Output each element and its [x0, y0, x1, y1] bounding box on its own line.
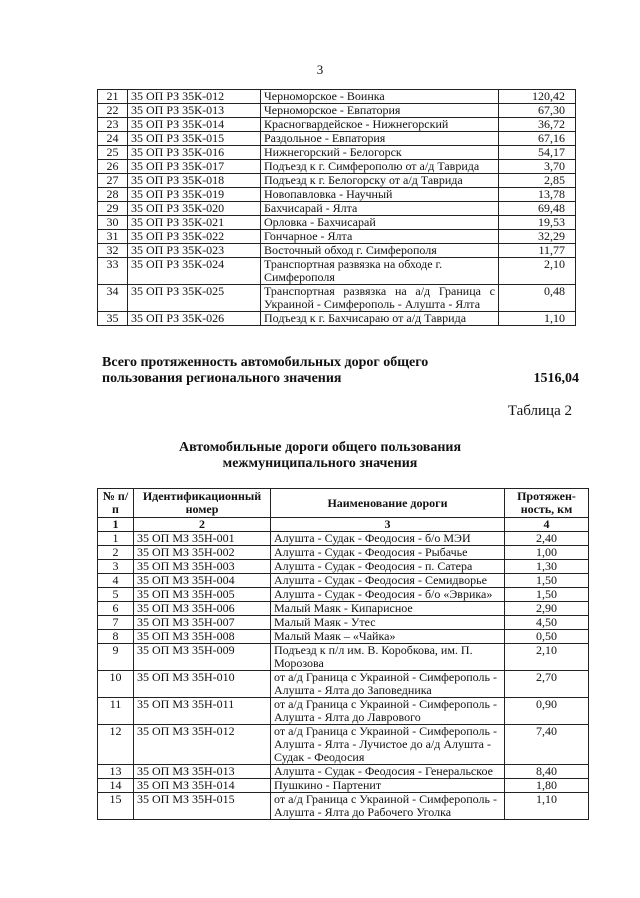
row-number: 22	[98, 104, 128, 118]
row-id: 35 ОП РЗ 35К-020	[128, 202, 261, 216]
row-id: 35 ОП МЗ 35Н-002	[134, 546, 271, 560]
row-name: Орловка - Бахчисарай	[261, 216, 499, 230]
row-name: от а/д Граница с Украиной - Симферополь - Алушта - Ялта до Лаврового	[271, 698, 505, 725]
row-number: 28	[98, 188, 128, 202]
row-length: 8,40	[505, 765, 589, 779]
row-id: 35 ОП РЗ 35К-025	[128, 285, 261, 312]
row-name: Черноморское - Евпатория	[261, 104, 499, 118]
row-number: 27	[98, 174, 128, 188]
colnum-2: 2	[134, 518, 271, 532]
row-id: 35 ОП МЗ 35Н-011	[134, 698, 271, 725]
intermunicipal-roads-table-body	[98, 532, 589, 820]
row-name: Алушта - Судак - Феодосия - Генеральское	[271, 765, 505, 779]
table-row	[98, 588, 589, 602]
row-name: Алушта - Судак - Феодосия - б/о «Эврика»	[271, 588, 505, 602]
row-name: Черноморское - Воинка	[261, 90, 499, 104]
table-row	[98, 132, 576, 146]
row-number: 32	[98, 244, 128, 258]
row-length: 1,50	[505, 588, 589, 602]
row-id: 35 ОП РЗ 35К-015	[128, 132, 261, 146]
row-name: Транспортная развязка на обходе г. Симферополя	[261, 258, 499, 285]
row-length: 3,70	[499, 160, 576, 174]
row-name: Малый Маяк – «Чайка»	[271, 630, 505, 644]
row-length: 2,40	[505, 532, 589, 546]
row-length: 1,30	[505, 560, 589, 574]
row-length: 1,50	[505, 574, 589, 588]
table-row	[98, 616, 589, 630]
row-name: Малый Маяк - Утес	[271, 616, 505, 630]
row-name: от а/д Граница с Украиной - Симферополь - Алушта - Ялта до Заповедника	[271, 671, 505, 698]
row-name: Алушта - Судак - Феодосия - п. Сатера	[271, 560, 505, 574]
header-length: Протяжен-ность, км	[505, 489, 589, 518]
row-number: 10	[98, 671, 134, 698]
row-name: Подъезд к г. Симферополю от а/д Таврида	[261, 160, 499, 174]
row-name: Подъезд к п/л им. В. Коробкова, им. П. Морозова	[271, 644, 505, 671]
table-row	[98, 312, 576, 326]
row-number: 2	[98, 546, 134, 560]
row-length: 67,16	[499, 132, 576, 146]
table-row	[98, 258, 576, 285]
row-id: 35 ОП РЗ 35К-013	[128, 104, 261, 118]
row-name: Алушта - Судак - Феодосия - Семидворье	[271, 574, 505, 588]
colnum-3: 3	[271, 518, 505, 532]
row-id: 35 ОП РЗ 35К-026	[128, 312, 261, 326]
table-row	[98, 698, 589, 725]
total-length-label: Всего протяженность автомобильных дорог общего пользования регионального значения	[102, 355, 429, 386]
row-name: Транспортная развязка на а/д Граница с Украиной - Симферополь - Алушта - Ялта	[261, 285, 499, 312]
row-name: Алушта - Судак - Феодосия - б/о МЭИ	[271, 532, 505, 546]
table-row	[98, 671, 589, 698]
row-number: 35	[98, 312, 128, 326]
table-row	[98, 146, 576, 160]
table2-title	[0, 440, 640, 472]
row-length: 0,50	[505, 630, 589, 644]
row-length: 120,42	[499, 90, 576, 104]
row-id: 35 ОП РЗ 35К-023	[128, 244, 261, 258]
table-row	[98, 765, 589, 779]
header-name: Наименование дороги	[271, 489, 505, 518]
table-row	[98, 118, 576, 132]
row-number: 11	[98, 698, 134, 725]
row-number: 31	[98, 230, 128, 244]
row-length: 69,48	[499, 202, 576, 216]
row-length: 32,29	[499, 230, 576, 244]
row-number: 14	[98, 779, 134, 793]
row-length: 2,10	[505, 644, 589, 671]
regional-roads-table	[97, 89, 576, 326]
row-name: Восточный обход г. Симферополя	[261, 244, 499, 258]
row-length: 19,53	[499, 216, 576, 230]
table-row	[98, 602, 589, 616]
row-length: 54,17	[499, 146, 576, 160]
row-number: 23	[98, 118, 128, 132]
table-row	[98, 244, 576, 258]
row-id: 35 ОП МЗ 35Н-003	[134, 560, 271, 574]
table-row	[98, 188, 576, 202]
row-length: 0,90	[505, 698, 589, 725]
row-number: 7	[98, 616, 134, 630]
row-length: 1,10	[505, 793, 589, 820]
row-length: 1,10	[499, 312, 576, 326]
row-id: 35 ОП МЗ 35Н-009	[134, 644, 271, 671]
colnum-1: 1	[98, 518, 134, 532]
row-number: 25	[98, 146, 128, 160]
table-row	[98, 630, 589, 644]
table-row	[98, 574, 589, 588]
row-name: Новопавловка - Научный	[261, 188, 499, 202]
row-number: 6	[98, 602, 134, 616]
row-id: 35 ОП РЗ 35К-016	[128, 146, 261, 160]
regional-roads-table-body	[98, 90, 576, 326]
total-length-row	[102, 355, 579, 387]
row-id: 35 ОП МЗ 35Н-008	[134, 630, 271, 644]
row-name: от а/д Граница с Украиной - Симферополь - Алушта - Ялта - Лучистое до а/д Алушта - Судак - Феодосия	[271, 725, 505, 765]
row-number: 26	[98, 160, 128, 174]
row-number: 9	[98, 644, 134, 671]
row-name: Подъезд к г. Бахчисараю от а/д Таврида	[261, 312, 499, 326]
row-id: 35 ОП МЗ 35Н-014	[134, 779, 271, 793]
table-row	[98, 285, 576, 312]
header-id: Идентификационный номер	[134, 489, 271, 518]
row-name: Красногвардейское - Нижнегорский	[261, 118, 499, 132]
row-id: 35 ОП РЗ 35К-018	[128, 174, 261, 188]
row-number: 4	[98, 574, 134, 588]
row-number: 29	[98, 202, 128, 216]
header-number: № п/п	[98, 489, 134, 518]
row-length: 0,48	[499, 285, 576, 312]
table-row	[98, 644, 589, 671]
row-name: Раздольное - Евпатория	[261, 132, 499, 146]
row-length: 36,72	[499, 118, 576, 132]
total-length-value: 1516,04	[533, 371, 579, 386]
row-number: 13	[98, 765, 134, 779]
row-length: 2,10	[499, 258, 576, 285]
row-length: 1,00	[505, 546, 589, 560]
row-name: Подъезд к г. Белогорску от а/д Таврида	[261, 174, 499, 188]
row-length: 2,90	[505, 602, 589, 616]
row-name: Пушкино - Партенит	[271, 779, 505, 793]
table-row	[98, 793, 589, 820]
row-number: 15	[98, 793, 134, 820]
row-id: 35 ОП МЗ 35Н-005	[134, 588, 271, 602]
row-id: 35 ОП РЗ 35К-019	[128, 188, 261, 202]
table2-header-row	[98, 489, 589, 518]
row-id: 35 ОП РЗ 35К-021	[128, 216, 261, 230]
row-id: 35 ОП МЗ 35Н-012	[134, 725, 271, 765]
row-number: 34	[98, 285, 128, 312]
table-row	[98, 725, 589, 765]
table-row	[98, 160, 576, 174]
row-id: 35 ОП МЗ 35Н-001	[134, 532, 271, 546]
row-length: 67,30	[499, 104, 576, 118]
colnum-4: 4	[505, 518, 589, 532]
row-id: 35 ОП РЗ 35К-014	[128, 118, 261, 132]
table2-label: Таблица 2	[507, 403, 572, 419]
row-number: 5	[98, 588, 134, 602]
row-number: 33	[98, 258, 128, 285]
row-number: 3	[98, 560, 134, 574]
row-id: 35 ОП РЗ 35К-017	[128, 160, 261, 174]
row-id: 35 ОП МЗ 35Н-013	[134, 765, 271, 779]
table-row	[98, 230, 576, 244]
row-id: 35 ОП МЗ 35Н-006	[134, 602, 271, 616]
table-row	[98, 560, 589, 574]
row-id: 35 ОП РЗ 35К-024	[128, 258, 261, 285]
row-length: 1,80	[505, 779, 589, 793]
row-length: 13,78	[499, 188, 576, 202]
row-number: 24	[98, 132, 128, 146]
row-id: 35 ОП МЗ 35Н-004	[134, 574, 271, 588]
row-id: 35 ОП МЗ 35Н-015	[134, 793, 271, 820]
row-number: 1	[98, 532, 134, 546]
row-length: 2,85	[499, 174, 576, 188]
table-row	[98, 202, 576, 216]
table-row	[98, 104, 576, 118]
row-length: 4,50	[505, 616, 589, 630]
table2-title-text: Автомобильные дороги общего пользования межмуниципального значения	[178, 440, 462, 471]
row-id: 35 ОП РЗ 35К-012	[128, 90, 261, 104]
row-number: 12	[98, 725, 134, 765]
row-id: 35 ОП МЗ 35Н-007	[134, 616, 271, 630]
row-name: Бахчисарай - Ялта	[261, 202, 499, 216]
row-length: 2,70	[505, 671, 589, 698]
table-row	[98, 216, 576, 230]
page-number: 3	[316, 62, 324, 77]
row-id: 35 ОП РЗ 35К-022	[128, 230, 261, 244]
row-name: от а/д Граница с Украиной - Симферополь - Алушта - Ялта до Рабочего Уголка	[271, 793, 505, 820]
row-name: Нижнегорский - Белогорск	[261, 146, 499, 160]
row-id: 35 ОП МЗ 35Н-010	[134, 671, 271, 698]
table-row	[98, 174, 576, 188]
row-number: 21	[98, 90, 128, 104]
row-length: 7,40	[505, 725, 589, 765]
row-name: Гончарное - Ялта	[261, 230, 499, 244]
table-row	[98, 532, 589, 546]
table2-colnum-row	[98, 518, 589, 532]
row-name: Малый Маяк - Кипарисное	[271, 602, 505, 616]
row-name: Алушта - Судак - Феодосия - Рыбачье	[271, 546, 505, 560]
table-row	[98, 546, 589, 560]
row-number: 8	[98, 630, 134, 644]
table-row	[98, 90, 576, 104]
intermunicipal-roads-table	[97, 488, 589, 820]
row-number: 30	[98, 216, 128, 230]
row-length: 11,77	[499, 244, 576, 258]
table-row	[98, 779, 589, 793]
